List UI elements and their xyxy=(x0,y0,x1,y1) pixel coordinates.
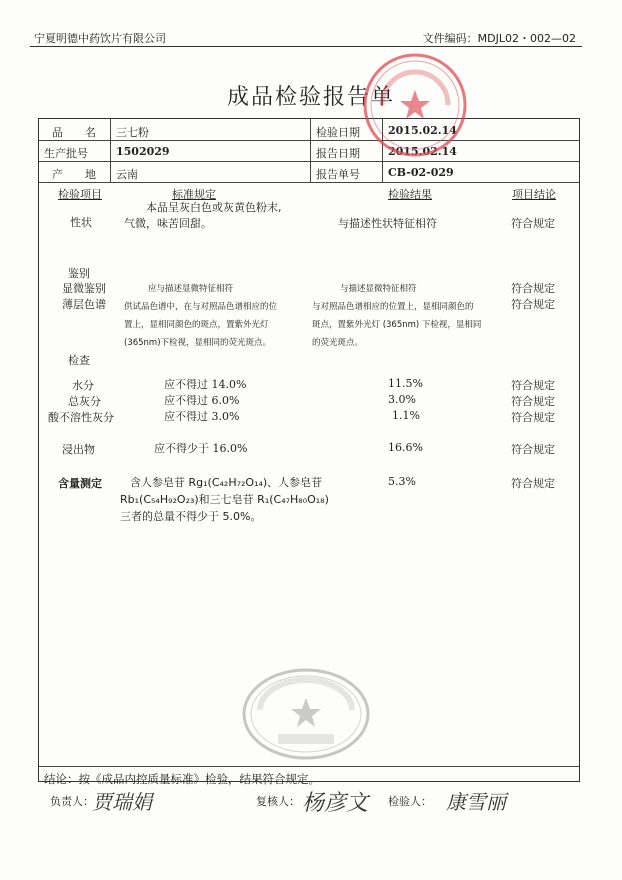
row-divider xyxy=(38,182,580,183)
standard-assay-l1: 含人参皂苷 Rg₁(C₄₂H₇₂O₁₄)、人参皂苷 xyxy=(130,476,323,489)
item-xingzhuang: 性状 xyxy=(70,216,92,229)
standard-tlc-l1: 供试品色谱中，在与对照品色谱相应的位 xyxy=(124,302,278,312)
report-no-value: CB-02-029 xyxy=(388,166,454,179)
standard-xingzhuang-l2: 气微，味苦回甜。 xyxy=(124,217,212,230)
batch-value: 1502029 xyxy=(116,145,170,158)
responsible-signature: 贾瑞娟 xyxy=(92,790,152,814)
inspector-label: 检验人： xyxy=(388,795,432,808)
conclusion-xingzhuang: 符合规定 xyxy=(511,217,555,230)
reviewer-signature: 杨彦文 xyxy=(302,791,369,816)
conclusion-ash: 符合规定 xyxy=(511,395,555,408)
standard-ash: 应不得过 6.0% xyxy=(164,394,240,407)
result-extract: 16.6% xyxy=(388,441,423,454)
header-rule xyxy=(30,46,582,47)
origin-label: 产 地 xyxy=(52,168,96,181)
standard-tlc-l3: (365nm)下检视，显相同的荧光斑点。 xyxy=(124,338,272,348)
company-seal-red xyxy=(360,50,470,160)
result-micro: 与描述显微特征相符 xyxy=(340,284,417,294)
reviewer-label: 复核人： xyxy=(256,795,300,808)
item-acid-ash: 酸不溶性灰分 xyxy=(48,411,114,424)
report-title: 成品检验报告单 xyxy=(226,85,395,110)
conclusion-extract: 符合规定 xyxy=(511,443,555,456)
result-tlc-l1: 与对照品色谱相应的位置上，显相同颜色的 xyxy=(312,302,474,312)
col-header-result: 检验结果 xyxy=(388,188,432,201)
result-tlc-l3: 的荧光斑点。 xyxy=(312,338,364,348)
result-xingzhuang: 与描述性状特征相符 xyxy=(338,217,437,230)
col-header-conclusion: 项目结论 xyxy=(512,188,556,201)
result-tlc-l2: 斑点，置紫外光灯 (365nm) 下检视，显相同 xyxy=(312,320,482,330)
standard-xingzhuang-l1: 本品呈灰白色或灰黄色粉末, xyxy=(146,201,282,214)
product-value: 三七粉 xyxy=(116,126,149,139)
item-ash: 总灰分 xyxy=(68,395,101,408)
standard-assay-l3: 三者的总量不得少于 5.0%。 xyxy=(120,510,262,523)
overall-conclusion: 结论：按《成品内控质量标准》检验，结果符合规定。 xyxy=(44,772,320,786)
document-code: 文件编码：MDJL02・002—02 xyxy=(422,32,576,45)
standard-extract: 应不得少于 16.0% xyxy=(154,442,248,455)
conclusion-acid-ash: 符合规定 xyxy=(511,411,555,424)
item-extract: 浸出物 xyxy=(62,443,95,456)
inspector-signature: 康雪丽 xyxy=(446,790,506,814)
result-ash: 3.0% xyxy=(388,393,416,406)
item-jiancha: 检查 xyxy=(68,354,90,367)
inspect-date-label: 检验日期 xyxy=(316,126,360,139)
item-jianbie: 鉴别 xyxy=(68,267,90,280)
col-header-standard: 标准规定 xyxy=(172,188,216,201)
origin-value: 云南 xyxy=(116,168,138,181)
conclusion-water: 符合规定 xyxy=(511,379,555,392)
company-name: 宁夏明德中药饮片有限公司 xyxy=(34,32,166,45)
conclusion-micro: 符合规定 xyxy=(511,282,555,295)
product-label: 品 名 xyxy=(52,126,96,139)
col-divider xyxy=(110,118,111,182)
standard-tlc-l2: 置上，显相同颜色的斑点，置紫外光灯 xyxy=(124,320,269,330)
report-date-value: 2015.02.14 xyxy=(388,145,457,158)
row-divider xyxy=(38,140,580,141)
standard-water: 应不得过 14.0% xyxy=(164,378,247,391)
qc-seal-grey xyxy=(238,664,374,764)
responsible-label: 负责人： xyxy=(50,795,94,808)
item-water: 水分 xyxy=(72,379,94,392)
standard-acid-ash: 应不得过 3.0% xyxy=(164,410,240,423)
row-divider xyxy=(38,766,580,767)
report-no-label: 报告单号 xyxy=(316,168,360,181)
conclusion-assay: 符合规定 xyxy=(511,477,555,490)
report-date-label: 报告日期 xyxy=(316,147,360,160)
result-acid-ash: 1.1% xyxy=(392,409,420,422)
result-water: 11.5% xyxy=(388,377,423,390)
col-header-item: 检验项目 xyxy=(58,188,102,201)
item-tlc: 薄层色谱 xyxy=(62,298,106,311)
result-assay: 5.3% xyxy=(388,475,416,488)
row-divider xyxy=(38,161,580,162)
col-divider xyxy=(310,118,311,182)
inspect-date-value: 2015.02.14 xyxy=(388,124,457,137)
conclusion-tlc: 符合规定 xyxy=(511,298,555,311)
standard-assay-l2: Rb₁(C₅₄H₉₂O₂₃)和三七皂苷 R₁(C₄₇H₈₀O₁₈) xyxy=(120,493,329,506)
item-micro: 显微鉴别 xyxy=(62,282,106,295)
batch-label: 生产批号 xyxy=(44,147,88,160)
item-assay: 含量测定 xyxy=(58,477,102,490)
standard-micro: 应与描述显微特征相符 xyxy=(148,284,234,294)
